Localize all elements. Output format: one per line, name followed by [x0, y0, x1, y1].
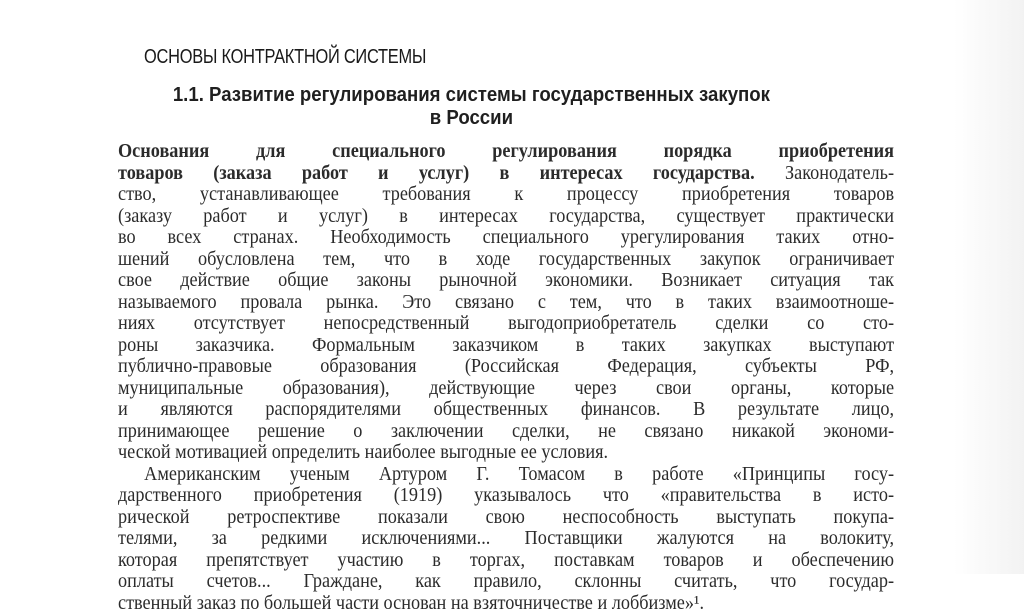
paragraph-1-line	[118, 163, 894, 185]
paragraph-1-line: Основания для специального регулирования порядка приобретения	[118, 141, 894, 163]
paragraph-2-line: которая препятствует участию в торгах, поставкам товаров и обеспечению	[118, 550, 894, 572]
paragraph-2-line: Американским ученым Артуром Г. Томасом в работе «Принципы госу-	[118, 464, 894, 486]
paragraph-2-line: дарственного приобретения (1919) указывалось что «правительства в исто-	[118, 485, 894, 507]
chapter-subtitle	[118, 84, 825, 130]
paragraph-1-line: публично-правовые образования (Российская Федерация, субъекты РФ,	[118, 356, 894, 378]
paragraph-1-line: ческой мотивацией определить наиболее выгодные ее условия.	[118, 442, 894, 464]
paragraph-1-line: называемого провала рынка. Это связано с тем, что в таких взаимоотноше-	[118, 292, 894, 314]
subtitle-line-2: в России	[118, 107, 825, 130]
paragraph-1-line: свое действие общие законы рыночной экономики. Возникает ситуация так	[118, 270, 894, 292]
subtitle-line-1: 1.1. Развитие регулирования системы государственных закупок	[118, 84, 825, 107]
paragraph-1-line: принимающее решение о заключении сделки, не связано никакой экономи-	[118, 421, 894, 443]
paragraph-2-line: оплаты счетов... Граждане, как правило, склонны считать, что государ-	[118, 571, 894, 593]
paragraph-1-line: шений обусловлена тем, что в ходе государственных закупок ограничивает	[118, 249, 894, 271]
inline-text: Законодатель-	[755, 163, 894, 184]
body-text	[118, 141, 894, 614]
paragraph-1-line: ниях отсутствует непосредственный выгодоприобретатель сделки со сто-	[118, 313, 894, 335]
paragraph-1-line: ство, устанавливающее требования к процессу приобретения товаров	[118, 184, 894, 206]
paragraph-1-line: во всех странах. Необходимость специального урегулирования таких отно-	[118, 227, 894, 249]
paragraph-1-line: (заказу работ и услуг) в интересах государства, существует практически	[118, 206, 894, 228]
paragraph-2-line: телями, за редкими исключениями... Поставщики жалуются на волокиту,	[118, 528, 894, 550]
paragraph-2-line: рической ретроспективе показали свою неспособность выступать покупа-	[118, 507, 894, 529]
section-title: ОСНОВЫ КОНТРАКТНОЙ СИСТЕМЫ	[144, 46, 636, 69]
bold-heading-text: товаров (заказа работ и услуг) в интересах государства.	[118, 163, 755, 184]
paragraph-1-line: роны заказчика. Формальным заказчиком в таких закупках выступают	[118, 335, 894, 357]
paragraph-1-line: и являются распорядителями общественных финансов. В результате лицо,	[118, 399, 894, 421]
slide-edge-shadow	[954, 0, 1024, 574]
paragraph-1-line: муниципальные образования), действующие через свои органы, которые	[118, 378, 894, 400]
paragraph-2-line: ственный заказ по большей части основан на взяточничестве и лоббизме»¹.	[118, 593, 894, 614]
